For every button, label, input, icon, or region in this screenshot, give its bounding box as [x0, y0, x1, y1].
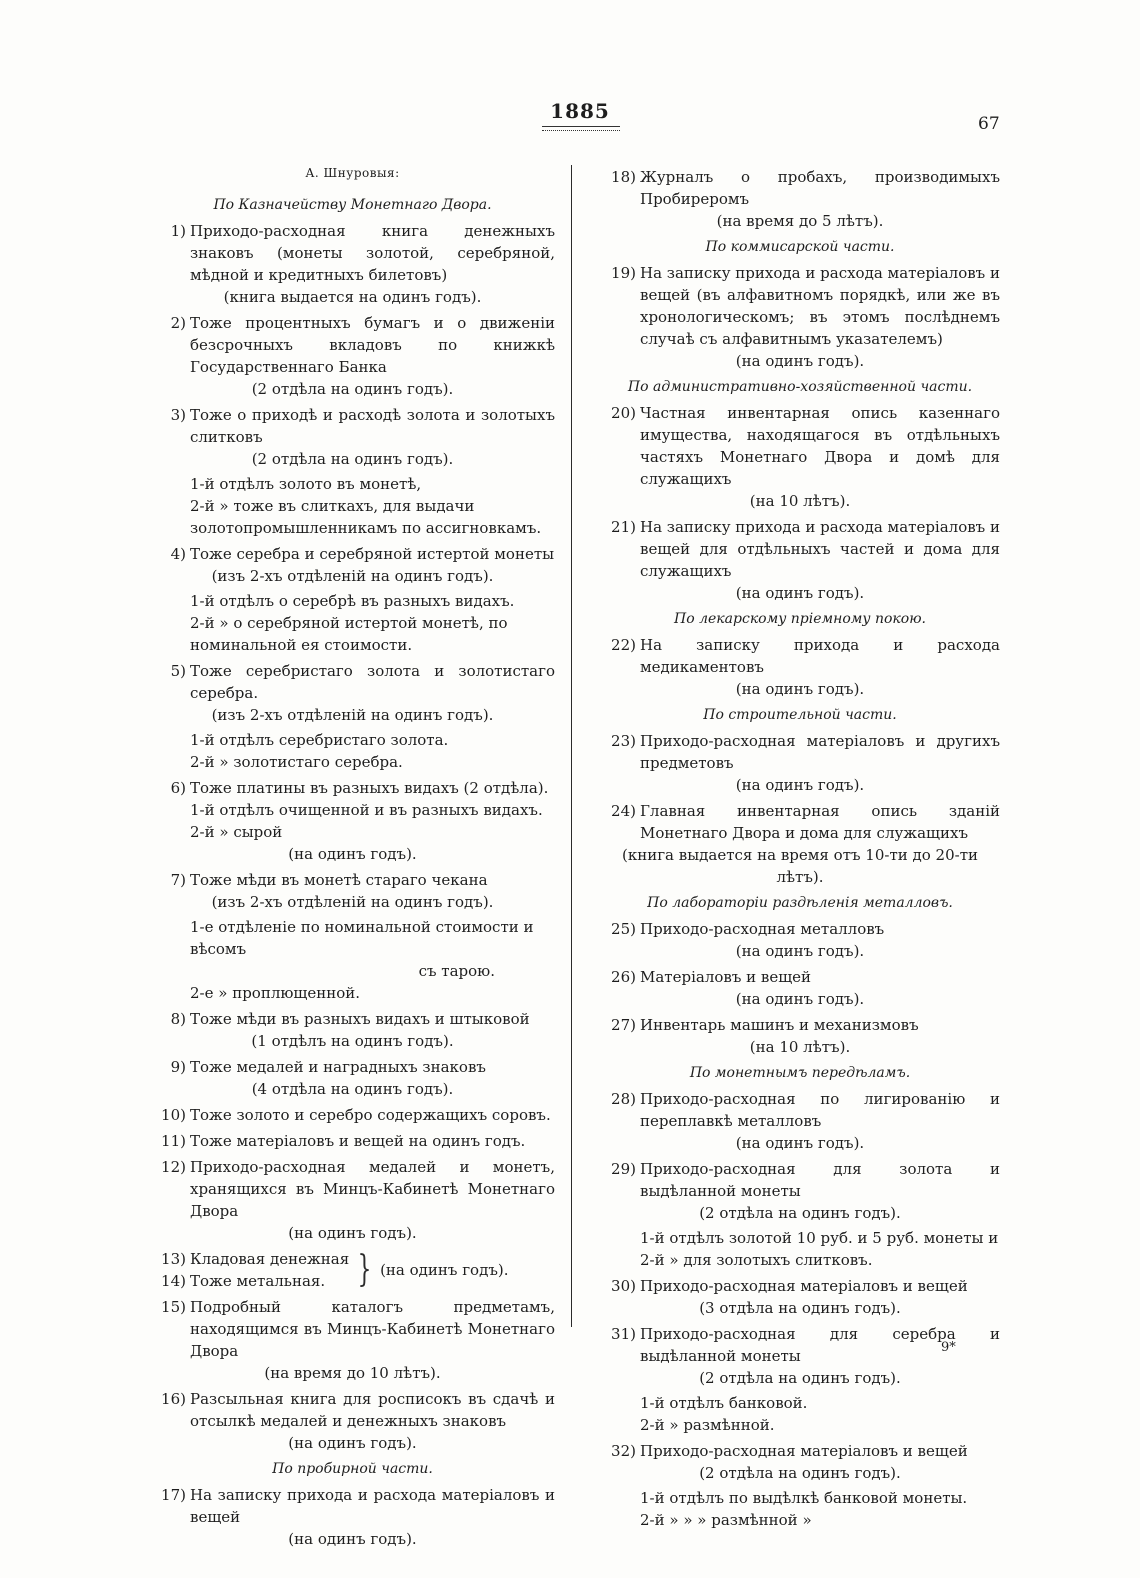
item-text: Тоже мѣди въ разныхъ видахъ и штыковой: [190, 1010, 530, 1028]
division-line: 2-й » для золотыхъ слитковъ.: [640, 1251, 873, 1269]
right-column: [600, 162, 1000, 1531]
item-number: 11): [161, 1132, 186, 1150]
item-number: 32): [611, 1442, 636, 1460]
division-line: 2-й » » » размѣнной »: [640, 1511, 812, 1529]
item-text: Приходо-расходная для серебра и выдѣланной монеты: [640, 1325, 1000, 1365]
item-note: (на одинъ годъ).: [735, 584, 865, 602]
signature-mark: 9*: [941, 1340, 956, 1355]
item-note: (3 отдѣла на одинъ годъ).: [699, 1299, 901, 1317]
subheading-coin: По монетнымъ передѣламъ.: [689, 1065, 911, 1081]
item-note: (на одинъ годъ).: [380, 1261, 509, 1279]
item-note: (на одинъ годъ).: [735, 352, 865, 370]
item-number: 28): [611, 1090, 636, 1108]
list-item: [150, 1388, 555, 1432]
item-number: 13): [161, 1250, 186, 1268]
division-line: 1-й отдѣлъ очищенной и въ разныхъ видахъ.: [190, 801, 543, 819]
item-note: (на одинъ годъ).: [288, 845, 417, 863]
division-line: 1-й отдѣлъ золотой 10 руб. и 5 руб. монеты и: [640, 1229, 999, 1247]
section-title: А. Шнуровыя:: [305, 166, 400, 180]
item-text: Приходо-расходная для золота и выдѣланной монеты: [640, 1160, 1000, 1200]
division-line: 2-й » тоже въ слиткахъ, для выдачи золотопромышленникамъ по ассигновкамъ.: [190, 497, 542, 537]
list-item: [150, 1056, 555, 1078]
subheading-assay: По пробирной части.: [272, 1461, 433, 1477]
list-item: [600, 516, 1000, 582]
item-number: 30): [611, 1277, 636, 1295]
item-note: (изъ 2-хъ отдѣленій на одинъ годъ).: [211, 567, 494, 585]
item-number: 31): [611, 1325, 636, 1343]
item-text: На записку прихода и расхода матеріаловъ и вещей (въ алфавитномъ порядкѣ, или же въ хронологическомъ; въ этомъ послѣднемъ случаѣ съ алфавитнымъ указателемъ): [640, 264, 1000, 348]
list-item: [150, 869, 555, 891]
item-text: Тоже платины въ разныхъ видахъ (2 отдѣла).: [190, 779, 549, 797]
division-line: 2-й » сырой: [190, 823, 283, 841]
list-item: [600, 966, 1000, 988]
item-number: 15): [161, 1298, 186, 1316]
item-number: 22): [611, 636, 636, 654]
item-text: Разсыльная книга для росписокъ въ сдачѣ и отсылкѣ медалей и денежныхъ знаковъ: [190, 1390, 555, 1430]
item-text: Тоже золото и серебро содержащихъ соровъ.: [190, 1106, 551, 1124]
item-number: 7): [170, 871, 186, 889]
item-number: 12): [161, 1158, 186, 1176]
list-item: [150, 1484, 555, 1528]
item-number: 6): [170, 779, 186, 797]
page-number: 67: [978, 114, 1000, 134]
item-note: (книга выдается на одинъ годъ).: [223, 288, 482, 306]
item-note: (2 отдѣла на одинъ годъ).: [251, 450, 454, 468]
item-note: (2 отдѣла на одинъ годъ).: [699, 1204, 901, 1222]
list-item: [150, 660, 555, 704]
item-text: Тоже серебра и серебряной истертой монеты: [190, 545, 555, 563]
item-note: (на одинъ годъ).: [288, 1224, 417, 1242]
item-number: 23): [611, 732, 636, 750]
list-item: [150, 1156, 555, 1222]
item-text: Тоже о приходѣ и расходѣ золота и золотыхъ слитковъ: [190, 406, 555, 446]
division-line: съ тарою.: [418, 962, 495, 980]
item-text: Кладовая денежная: [190, 1250, 350, 1268]
list-item: [600, 1440, 1000, 1462]
item-note: (2 отдѣла на одинъ годъ).: [699, 1464, 901, 1482]
list-item: [600, 262, 1000, 350]
list-item: [150, 543, 555, 565]
item-text: Тоже матеріаловъ и вещей на одинъ годъ.: [190, 1132, 526, 1150]
division-line: 1-й отдѣлъ золото въ монетѣ,: [190, 475, 422, 493]
item-text: Подробный каталогъ предметамъ, находящимся въ Минцъ-Кабинетѣ Монетнаго Двора: [190, 1298, 555, 1360]
item-number: 21): [611, 518, 636, 536]
item-text: Тоже медалей и наградныхъ знаковъ: [190, 1058, 486, 1076]
item-note: (на время до 10 лѣтъ).: [264, 1364, 441, 1382]
item-note: (2 отдѣла на одинъ годъ).: [699, 1369, 901, 1387]
division-line: 2-й » золотистаго серебра.: [190, 753, 403, 771]
item-note: (изъ 2-хъ отдѣленій на одинъ годъ).: [211, 893, 494, 911]
item-number: 9): [170, 1058, 186, 1076]
item-note: (книга выдается на время отъ 10-ти до 20-ти лѣтъ).: [621, 846, 979, 886]
list-item: [150, 1008, 555, 1030]
list-item: [150, 777, 555, 799]
item-note: (на одинъ годъ).: [288, 1434, 417, 1452]
item-note: (1 отдѣлъ на одинъ годъ).: [251, 1032, 454, 1050]
item-number: 14): [161, 1272, 186, 1290]
list-item: [150, 1296, 555, 1362]
item-number: 1): [170, 222, 186, 240]
item-note: (2 отдѣла на одинъ годъ).: [251, 380, 454, 398]
item-number: 5): [170, 662, 186, 680]
item-note: (на одинъ годъ).: [735, 990, 865, 1008]
subheading-lab: По лабораторіи раздѣленія металловъ.: [647, 895, 953, 911]
division-line: 1-е отдѣленіе по номинальной стоимости и вѣсомъ: [190, 918, 534, 958]
item-note: (на одинъ годъ).: [735, 942, 865, 960]
item-note: (изъ 2-хъ отдѣленій на одинъ годъ).: [211, 706, 494, 724]
list-item: [150, 404, 555, 448]
item-text: Приходо-расходная книга денежныхъ знаковъ (монеты золотой, серебряной, мѣдной и кредитныхъ билетовъ): [190, 222, 555, 284]
list-item: [600, 800, 1000, 844]
item-text: Приходо-расходная металловъ: [640, 920, 885, 938]
item-number: 20): [611, 404, 636, 422]
item-text: Инвентарь машинъ и механизмовъ: [640, 1016, 919, 1034]
curly-brace: }: [357, 1249, 372, 1290]
item-number: 27): [611, 1016, 636, 1034]
subheading-commissary: По коммисарской части.: [705, 239, 895, 255]
item-number: 19): [611, 264, 636, 282]
item-note: (на время до 5 лѣтъ).: [716, 212, 884, 230]
list-item: [600, 1275, 1000, 1297]
item-text: Тоже мѣди въ монетѣ стараго чекана: [190, 871, 488, 889]
list-item: [600, 730, 1000, 774]
list-item: [150, 1104, 555, 1126]
item-text: Главная инвентарная опись зданій Монетнаго Двора и дома для служащихъ: [640, 802, 1000, 842]
item-number: 4): [170, 545, 186, 563]
item-note: (на одинъ годъ).: [288, 1530, 417, 1548]
list-item: [600, 1158, 1000, 1202]
list-item: [150, 220, 555, 286]
division-line: 2-е » проплющенной.: [190, 984, 361, 1002]
bracketed-items: [150, 1248, 555, 1292]
left-column: [150, 162, 555, 1553]
item-note: (на одинъ годъ).: [735, 776, 865, 794]
list-item: [150, 1130, 555, 1152]
item-number: 25): [611, 920, 636, 938]
list-item: [600, 918, 1000, 940]
subheading-medical: По лекарскому пріемному покою.: [674, 611, 926, 627]
item-text: Приходо-расходная матеріаловъ и вещей: [640, 1442, 968, 1460]
item-note: (на 10 лѣтъ).: [749, 492, 851, 510]
item-text: Частная инвентарная опись казеннаго имущества, находящагося въ отдѣльныхъ частяхъ Монетнаго Двора и домѣ для служащихъ: [640, 404, 1000, 488]
division-line: 1-й отдѣлъ серебристаго золота.: [190, 731, 449, 749]
subheading-admin: По административно-хозяйственной части.: [627, 379, 973, 395]
item-note: (4 отдѣла на одинъ годъ).: [251, 1080, 454, 1098]
item-number: 26): [611, 968, 636, 986]
list-item: [600, 634, 1000, 678]
item-text: Матеріаловъ и вещей: [640, 968, 812, 986]
item-number: 29): [611, 1160, 636, 1178]
item-text: На записку прихода и расхода медикаментовъ: [640, 636, 1000, 676]
list-item: [600, 166, 1000, 210]
item-text: Журналъ о пробахъ, производимыхъ Пробиреромъ: [640, 168, 1000, 208]
item-number: 18): [611, 168, 636, 186]
item-number: 17): [161, 1486, 186, 1504]
column-divider: [571, 165, 572, 1327]
item-number: 24): [611, 802, 636, 820]
division-line: 1-й отдѣлъ о серебрѣ въ разныхъ видахъ.: [190, 592, 515, 610]
item-note: (на одинъ годъ).: [735, 1134, 865, 1152]
list-item: [600, 1323, 1000, 1367]
item-text: Тоже серебристаго золота и золотистаго серебра.: [190, 662, 555, 702]
item-number: 8): [170, 1010, 186, 1028]
list-item: [600, 1014, 1000, 1036]
item-text: Тоже процентныхъ бумагъ и о движеніи безсрочныхъ вкладовъ по книжкѣ Государственнаго Банка: [190, 314, 555, 376]
item-note: (на 10 лѣтъ).: [749, 1038, 851, 1056]
item-number: 10): [161, 1106, 186, 1124]
item-text: Приходо-расходная по лигированію и переплавкѣ металловъ: [640, 1090, 1000, 1130]
header-ornament-rule: [542, 126, 620, 131]
item-text: Тоже метальная.: [190, 1272, 326, 1290]
division-line: 2-й » размѣнной.: [640, 1416, 775, 1434]
list-item: [150, 312, 555, 378]
division-line: 1-й отдѣлъ по выдѣлкѣ банковой монеты.: [640, 1489, 968, 1507]
item-text: Приходо-расходная матеріаловъ и другихъ предметовъ: [640, 732, 1000, 772]
item-number: 16): [161, 1390, 186, 1408]
page-header-year: 1885: [550, 99, 610, 123]
item-text: Приходо-расходная медалей и монетъ, хранящихся въ Минцъ-Кабинетѣ Монетнаго Двора: [190, 1158, 555, 1220]
division-line: 1-й отдѣлъ банковой.: [640, 1394, 808, 1412]
list-item: [600, 402, 1000, 490]
division-line: 2-й » о серебряной истертой монетѣ, по номинальной ея стоимости.: [190, 614, 508, 654]
item-number: 2): [170, 314, 186, 332]
item-note: (на одинъ годъ).: [735, 680, 865, 698]
subheading-treasury: По Казначейству Монетнаго Двора.: [213, 197, 492, 213]
item-number: 3): [170, 406, 186, 424]
item-text: Приходо-расходная матеріаловъ и вещей: [640, 1277, 968, 1295]
list-item: [600, 1088, 1000, 1132]
subheading-construction: По строительной части.: [703, 707, 897, 723]
item-text: На записку прихода и расхода матеріаловъ и вещей: [190, 1486, 555, 1526]
item-text: На записку прихода и расхода матеріаловъ и вещей для отдѣльныхъ частей и дома для служащихъ: [640, 518, 1000, 580]
